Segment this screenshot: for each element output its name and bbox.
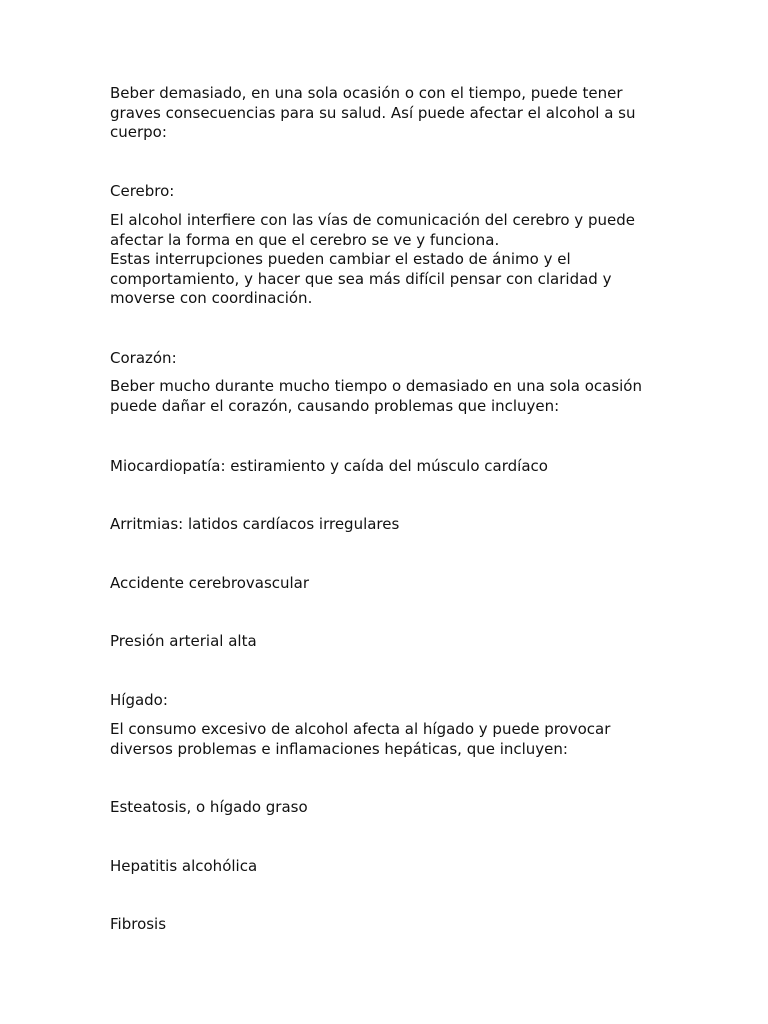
section-heading-brain: Cerebro: — [110, 182, 175, 200]
intro-paragraph: Beber demasiado, en una sola ocasión o con el tiempo, puede tener graves consecuencias para su salud. Así puede afectar el alcohol a su cuerpo: — [110, 84, 636, 142]
brain-paragraph-2: Estas interrupciones pueden cambiar el estado de ánimo y el comportamiento, y hacer que sea más difícil pensar con claridad y moverse con coordinación. — [110, 250, 612, 308]
section-heading-liver: Hígado: — [110, 691, 168, 709]
section-heading-heart: Corazón: — [110, 349, 177, 367]
liver-list-item: Hepatitis alcohólica — [110, 857, 258, 875]
liver-paragraph: El consumo excesivo de alcohol afecta al hígado y puede provocar diversos problemas e inflamaciones hepáticas, que incluyen: — [110, 720, 611, 758]
heart-list-item: Accidente cerebrovascular — [110, 574, 310, 592]
heart-list-item: Miocardiopatía: estiramiento y caída del músculo cardíaco — [110, 457, 548, 475]
liver-list-item: Esteatosis, o hígado graso — [110, 798, 308, 816]
heart-list-item: Arritmias: latidos cardíacos irregulares — [110, 515, 400, 533]
brain-paragraph-1: El alcohol interfiere con las vías de comunicación del cerebro y puede afectar la forma en que el cerebro se ve y funciona. — [110, 211, 635, 249]
heart-paragraph: Beber mucho durante mucho tiempo o demasiado en una sola ocasión puede dañar el corazón, causando problemas que incluyen: — [110, 377, 642, 415]
heart-list-item: Presión arterial alta — [110, 632, 257, 650]
liver-list-item: Fibrosis — [110, 915, 167, 933]
